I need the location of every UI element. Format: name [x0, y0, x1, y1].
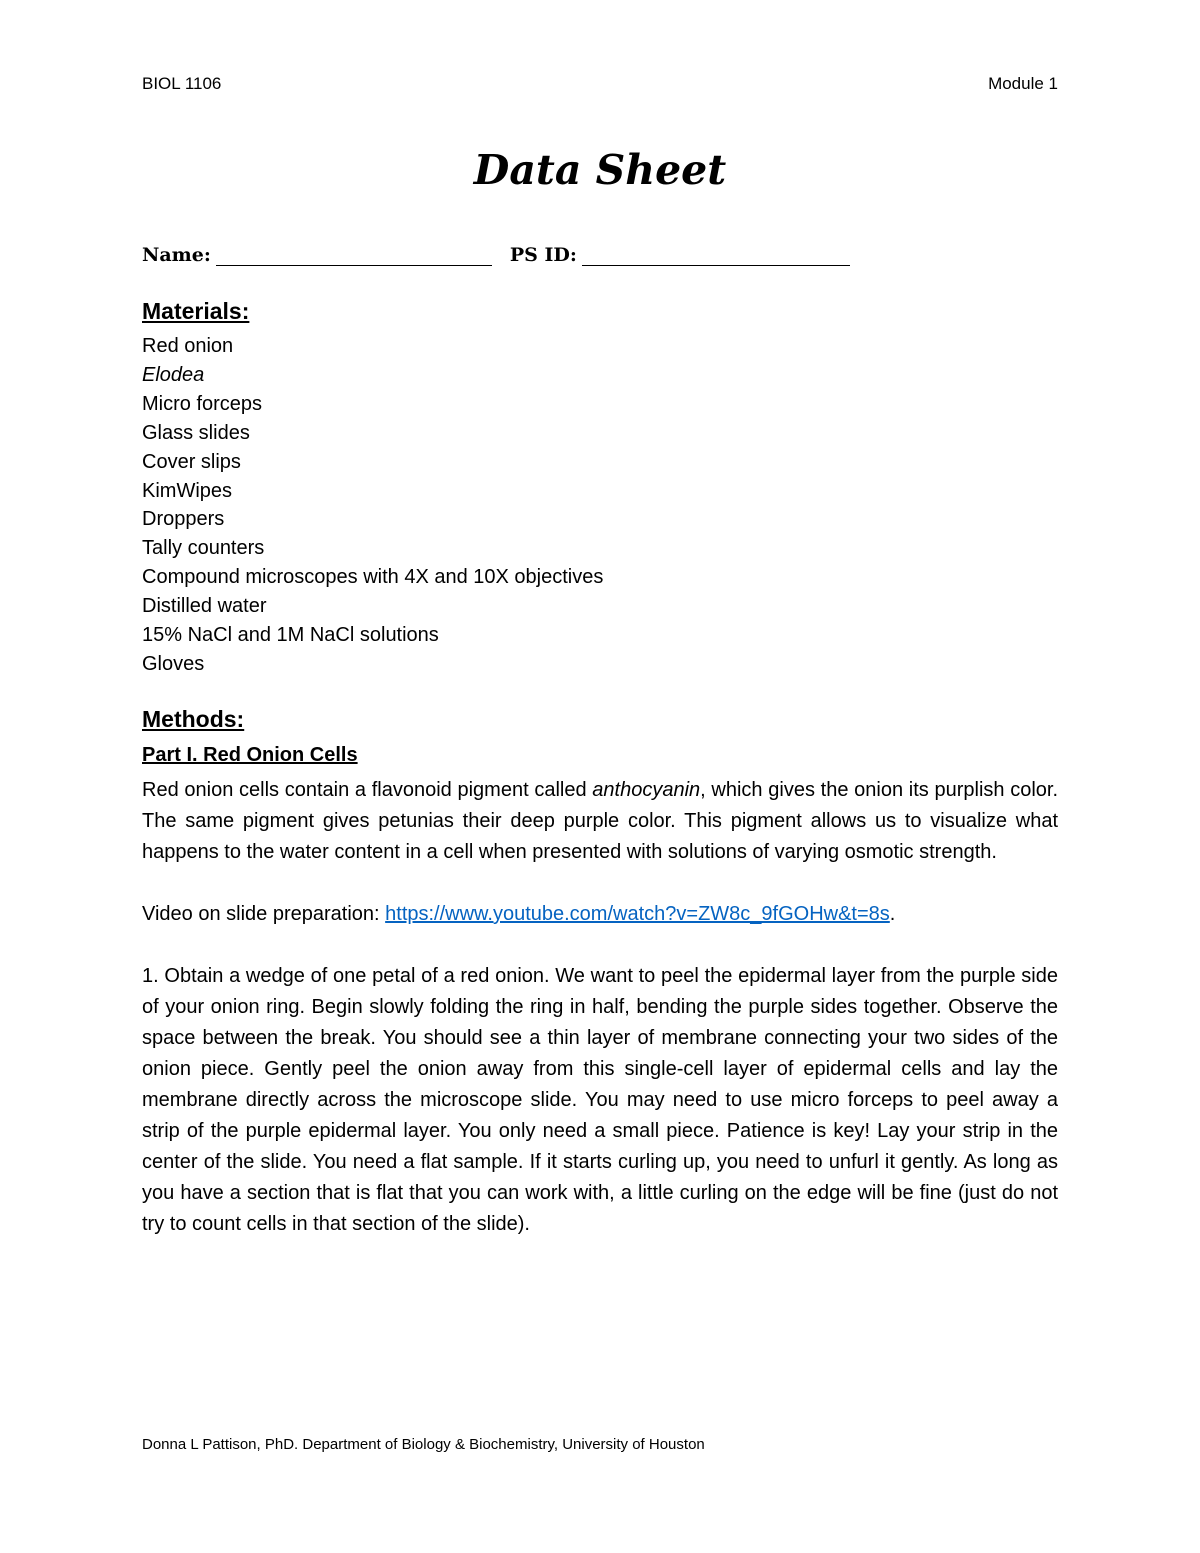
name-label: Name: — [142, 244, 211, 266]
step1-number: 1. — [142, 965, 159, 987]
name-blank-field[interactable] — [216, 247, 492, 266]
list-item: Droppers — [142, 508, 225, 531]
part1-heading: Part I. Red Onion Cells — [142, 744, 358, 766]
materials-list — [142, 332, 603, 679]
page-title: Data Sheet — [473, 146, 727, 194]
list-item: Distilled water — [142, 595, 267, 618]
list-item: Tally counters — [142, 537, 265, 560]
list-item: KimWipes — [142, 479, 233, 502]
materials-heading: Materials: — [142, 298, 250, 324]
list-item: Micro forceps — [142, 392, 263, 415]
intro-text-end: , which gives the onion its purplish color. The same pigment gives petunias their deep purple color. This pigment allows us to visualize what happens to the water content in a cell when presented with solutions of varying osmotic strength. — [142, 779, 1059, 863]
video-label: Video on slide preparation: — [142, 903, 386, 925]
intro-text-start: Red onion cells contain a flavonoid pigment called — [142, 779, 593, 801]
list-item: Red onion — [142, 335, 234, 357]
anthocyanin-term: anthocyanin — [592, 779, 701, 801]
list-item: Glass slides — [142, 421, 250, 444]
step1-text: Obtain a wedge of one petal of a red onion. We want to peel the epidermal layer from the purple side of your onion ring. Begin slowly folding the ring in half, bending the purple sides together. Observe the space between the break. You should see a thin layer of membrane connecting your two sides of the onion piece. Gently peel the onion away from this single-cell layer of epidermal cells and lay the membrane directly across the microscope slide. You may need to use micro forceps to peel away a strip of the purple epidermal layer. You only need a small piece. Patience is key! Lay your strip in the center of the slide. You need a flat sample. If it starts curling up, you need to unfurl it gently. As long as you have a section that is flat that you can work with, a little curling on the edge will be fine (just do not try to count cells in that section of the slide). — [142, 965, 1058, 1235]
video-link[interactable]: https://www.youtube.com/watch?v=ZW8c_9fGOHw&t=8s — [385, 903, 890, 925]
list-item: 15% NaCl and 1M NaCl solutions — [142, 624, 439, 647]
methods-heading: Methods: — [142, 706, 245, 732]
intro-paragraph — [142, 775, 1058, 868]
module-label: Module 1 — [988, 74, 1058, 93]
list-item: Compound microscopes with 4X and 10X objectives — [142, 566, 604, 589]
list-item: Elodea — [142, 363, 205, 386]
list-item: Gloves — [142, 652, 205, 675]
psid-label: PS ID: — [509, 244, 577, 266]
psid-blank-field[interactable] — [582, 247, 850, 266]
course-code: BIOL 1106 — [142, 74, 222, 93]
video-line — [142, 899, 895, 930]
student-info-line — [142, 244, 850, 266]
footer-credit: Donna L Pattison, PhD. Department of Biology & Biochemistry, University of Houston — [142, 1436, 705, 1453]
list-item: Cover slips — [142, 450, 241, 473]
video-period: . — [889, 903, 896, 925]
step1-paragraph — [142, 961, 1058, 1240]
